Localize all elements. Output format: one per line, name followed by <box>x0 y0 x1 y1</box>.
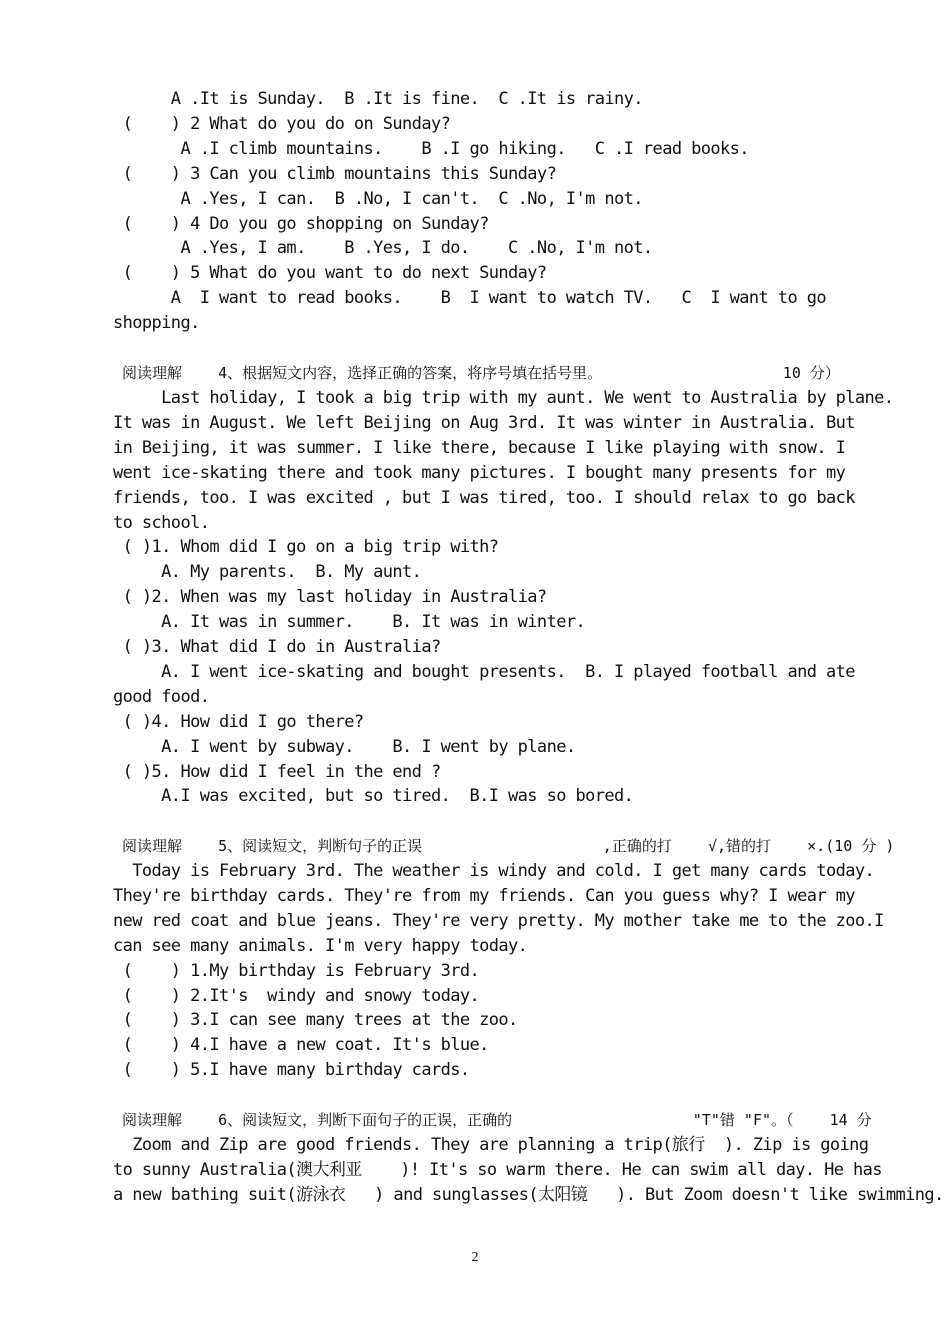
passage-line: It was in August. We left Beijing on Aug 3rd. It was winter in Australia. But <box>113 413 855 433</box>
question-line: ( ) 2 What do you do on Sunday? <box>113 114 451 134</box>
question-line: ( ) 4 Do you go shopping on Sunday? <box>113 214 489 234</box>
passage-line: friends, too. I was excited , but I was tired, too. I should relax to go back <box>113 488 855 508</box>
section-heading: 阅读理解 6、阅读短文，判断下面句子的正误，正确的 "T"错 "F"。（ 14 分 <box>113 1111 872 1129</box>
passage-line: in Beijing, it was summer. I like there, because I like playing with snow. I <box>113 438 846 458</box>
section-heading: 阅读理解 4、根据短文内容，选择正确的答案，将序号填在括号里。 10 分） <box>113 364 840 382</box>
question-line: ( ) 4.I have a new coat. It's blue. <box>113 1035 489 1055</box>
passage-line: Today is February 3rd. The weather is windy and cold. I get many cards today. <box>113 861 875 881</box>
question-line: ( )2. When was my last holiday in Australia? <box>113 587 547 607</box>
passage-line: new red coat and blue jeans. They're very pretty. My mother take me to the zoo.I <box>113 911 884 931</box>
question-line: A .I climb mountains. B .I go hiking. C .I read books. <box>113 139 749 159</box>
question-line: ( ) 5.I have many birthday cards. <box>113 1060 470 1080</box>
question-line: ( ) 3.I can see many trees at the zoo. <box>113 1010 518 1030</box>
passage-line: a new bathing suit(游泳衣 ) and sunglasses(太阳镜 ). But Zoom doesn't like swimming. <box>113 1185 944 1205</box>
passage-line: Zoom and Zip are good friends. They are planning a trip(旅行 ). Zip is going <box>113 1135 869 1155</box>
passage-line: Last holiday, I took a big trip with my aunt. We went to Australia by plane. <box>113 388 894 408</box>
question-line: A.I was excited, but so tired. B.I was so bored. <box>113 786 634 806</box>
question-line: shopping. <box>113 313 200 333</box>
question-line: ( ) 3 Can you climb mountains this Sunday? <box>113 164 557 184</box>
question-line: ( ) 5 What do you want to do next Sunday? <box>113 263 547 283</box>
question-line: ( )5. How did I feel in the end ? <box>113 762 441 782</box>
question-line: A .It is Sunday. B .It is fine. C .It is rainy. <box>113 89 643 109</box>
passage-line: to sunny Australia(澳大利亚 )! It's so warm there. He can swim all day. He has <box>113 1160 882 1180</box>
page-number: 2 <box>471 1250 479 1265</box>
question-line: ( ) 1.My birthday is February 3rd. <box>113 961 480 981</box>
question-line: A. It was in summer. B. It was in winter. <box>113 612 586 632</box>
question-line: ( )4. How did I go there? <box>113 712 364 732</box>
question-line: ( )1. Whom did I go on a big trip with? <box>113 537 499 557</box>
question-line: A I want to read books. B I want to watch TV. C I want to go <box>113 288 826 308</box>
question-line: ( ) 2.It's windy and snowy today. <box>113 986 480 1006</box>
question-line: good food. <box>113 687 210 707</box>
question-line: A. I went by subway. B. I went by plane. <box>113 737 576 757</box>
passage-line: can see many animals. I'm very happy today. <box>113 936 528 956</box>
question-line: A. I went ice-skating and bought presents. B. I played football and ate <box>113 662 855 682</box>
question-line: A .Yes, I am. B .Yes, I do. C .No, I'm not. <box>113 238 653 258</box>
passage-line: They're birthday cards. They're from my friends. Can you guess why? I wear my <box>113 886 855 906</box>
section-heading: 阅读理解 5、阅读短文，判断句子的正误 ,正确的打 √,错的打 ×.(10 分 ) <box>113 837 895 855</box>
passage-line: went ice-skating there and took many pictures. I bought many presents for my <box>113 463 846 483</box>
question-line: A .Yes, I can. B .No, I can't. C .No, I'm not. <box>113 189 643 209</box>
passage-line: to school. <box>113 513 210 533</box>
question-line: ( )3. What did I do in Australia? <box>113 637 441 657</box>
question-line: A. My parents. B. My aunt. <box>113 562 422 582</box>
